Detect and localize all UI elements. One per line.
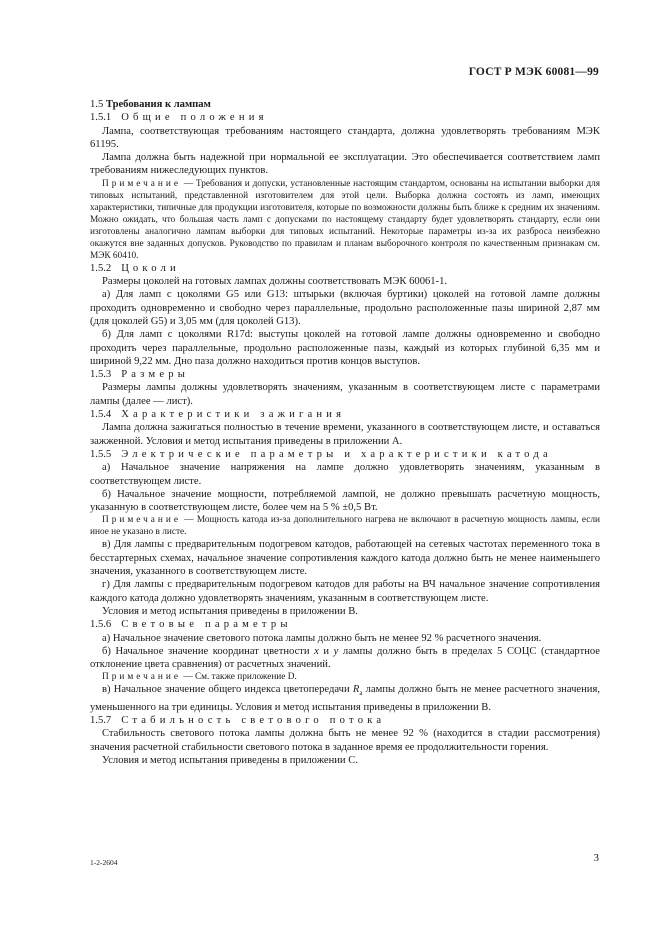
variable-x: x <box>314 645 319 657</box>
section-title: Требования к лампам <box>105 99 211 110</box>
paragraph: в) Для лампы с предварительным подогревом катодов, работающей на сетевых частотах переменного тока в бесстартерных схемах, начальное значение сопротивления каждого катода должно быть не менее наименьшего значения, указанного в соответствующем листе. <box>90 539 600 578</box>
text-run: и <box>318 645 334 657</box>
text-run: лампы должно быть не менее расчетного значения, уменьшенного на три единицы. Условия и метод испытания приведены в приложении В. <box>90 684 600 713</box>
subsection-1-5-2-heading <box>90 262 600 275</box>
subsection-number: 1.5.6 <box>90 619 112 631</box>
note-text: — Мощность катода из-за дополнительного нагрева не включают в расчетную мощность лампы, если иное не указано в листе. <box>90 515 600 538</box>
paragraph: б) Начальное значение мощности, потребляемой лампой, не должно превышать расчетную мощность, указанную в соответствующем листе, более чем на 5 % ±0,5 Вт. <box>90 488 600 514</box>
subsection-title: Световые параметры <box>121 619 292 631</box>
paragraph <box>90 645 600 672</box>
paragraph: а) Начальное значение светового потока лампы должно быть не менее 92 % расчетного значения. <box>102 632 542 644</box>
subsection-1-5-6-heading <box>90 618 600 631</box>
note <box>90 178 600 262</box>
paragraph: Лампа должна зажигаться полностью в течение времени, указанного в соответствующем листе, и оставаться зажженной. Условия и метод испытания приведены в приложении А. <box>90 422 600 447</box>
subsection-1-5-4-heading <box>90 408 600 421</box>
paragraph: Условия и метод испытания приведены в приложении В. <box>102 605 358 617</box>
subsection-number: 1.5.5 <box>90 448 112 460</box>
standard-header: ГОСТ Р МЭК 60081—99 <box>468 66 599 78</box>
paragraph: б) Для ламп с цоколями R17d: выступы цоколей на готовой лампе должны одновременно и свободно проходить через параллельные, продольно расположенные пазы, каждый из которых глубиной 6,35 мм и шириной 9,22 мм. Дно паза должно находиться против концов выступов. <box>90 329 600 367</box>
subscript-a: a <box>359 689 363 698</box>
subsection-title: Размеры <box>121 369 190 381</box>
subsection-1-5-5-heading <box>90 448 600 461</box>
subsection-number: 1.5.2 <box>90 262 112 274</box>
subsection-number: 1.5.4 <box>90 409 112 421</box>
paragraph: Размеры лампы должны удовлетворять значениям, указанным в соответствующем листе с параметрами лампы (далее — лист). <box>90 382 600 407</box>
note <box>90 671 600 683</box>
text-run: лампы должно быть в пределах 5 СОЦС (стандартное отклонение цвета сравнения) от расчетных значений. <box>90 645 601 671</box>
page-number: 3 <box>593 852 599 864</box>
note-label: Примечание <box>102 178 181 189</box>
paragraph: г) Для лампы с предварительным подогревом катодов для работы на ВЧ начальное значение сопротивления каждого катода должно удовлетворять значениям, указанным в соответствующем листе. <box>90 579 600 604</box>
paragraph: а) Начальное значение напряжения на лампе должно удовлетворять значениям, указанным в соответствующем листе. <box>90 462 600 487</box>
paragraph: а) Для ламп с цоколями G5 или G13: штырьки (включая буртики) цоколей на готовой лампе должны проходить одновременно и свободно через параллельные, продольно расположенные пазы шириной 2,87 мм (для цоколей G5) и 3,05 мм (для цоколей G13). <box>90 289 600 327</box>
variable-r: R <box>352 684 360 696</box>
note-label: Примечание <box>102 672 181 683</box>
text-run: б) Начальное значение координат цветности <box>102 645 315 657</box>
paragraph: Стабильность светового потока лампы должна быть не менее 92 % (находится в стадии рассмотрения) значения расчетной стабильности светового потока в заданное время ее продолжительности горения. <box>90 728 600 753</box>
note-text: — Требования и допуски, установленные настоящим стандартом, основаны на испытании выборки для типовых испытаний, представленной изготовителем для этой цели. Выборка должна состоять из ламп, имеющих характеристики, типичные для продукции изготовителя, которые по возможности должны быть ближе к средним их значениям. Можно ожидать, что большая часть ламп с допусками по настоящему стандарту будет удовлетворять стандарту, если они изготовлены аналогично лампам выборки для типовых испытаний. Некоторые параметры из-за их разброса неизбежно окажутся вне заданных допусков. Руководство по правилам и планам выборочного контроля по качественным признакам см. МЭК 60410. <box>90 178 601 261</box>
section-number: 1.5 <box>90 99 104 110</box>
section-1-5-heading <box>90 98 600 111</box>
subsection-title: Электрические параметры и характеристики катода <box>121 448 552 460</box>
subsection-title: Цоколи <box>121 262 180 274</box>
note-label: Примечание <box>102 515 181 526</box>
subsection-1-5-3-heading <box>90 368 600 381</box>
subsection-number: 1.5.7 <box>90 715 112 727</box>
subsection-title: Характеристики зажигания <box>121 409 346 421</box>
subsection-title: Стабильность светового потока <box>121 715 386 727</box>
print-code: 1-2-2604 <box>90 858 118 867</box>
subsection-1-5-7-heading <box>90 714 600 727</box>
subsection-number: 1.5.1 <box>90 112 112 124</box>
paragraph <box>90 683 600 714</box>
note <box>90 514 600 538</box>
paragraph: Лампа должна быть надежной при нормальной ее эксплуатации. Это обеспечивается соответствием ламп требованиям нижеследующих пунктов. <box>90 152 600 177</box>
document-body <box>90 98 600 767</box>
paragraph: Размеры цоколей на готовых лампах должны соответствовать МЭК 60061-1. <box>102 276 448 288</box>
variable-y: y <box>333 645 339 657</box>
paragraph: Условия и метод испытания приведены в приложении С. <box>102 754 358 766</box>
paragraph: Лампа, соответствующая требованиям настоящего стандарта, должна удовлетворять требованиям МЭК 61195. <box>90 125 600 150</box>
subsection-number: 1.5.3 <box>90 369 112 381</box>
note-text: — См. также приложение D. <box>183 672 297 683</box>
text-run: в) Начальное значение общего индекса цветопередачи <box>102 684 353 696</box>
subsection-1-5-1-heading <box>90 111 600 124</box>
subsection-title: Общие положения <box>121 112 268 124</box>
